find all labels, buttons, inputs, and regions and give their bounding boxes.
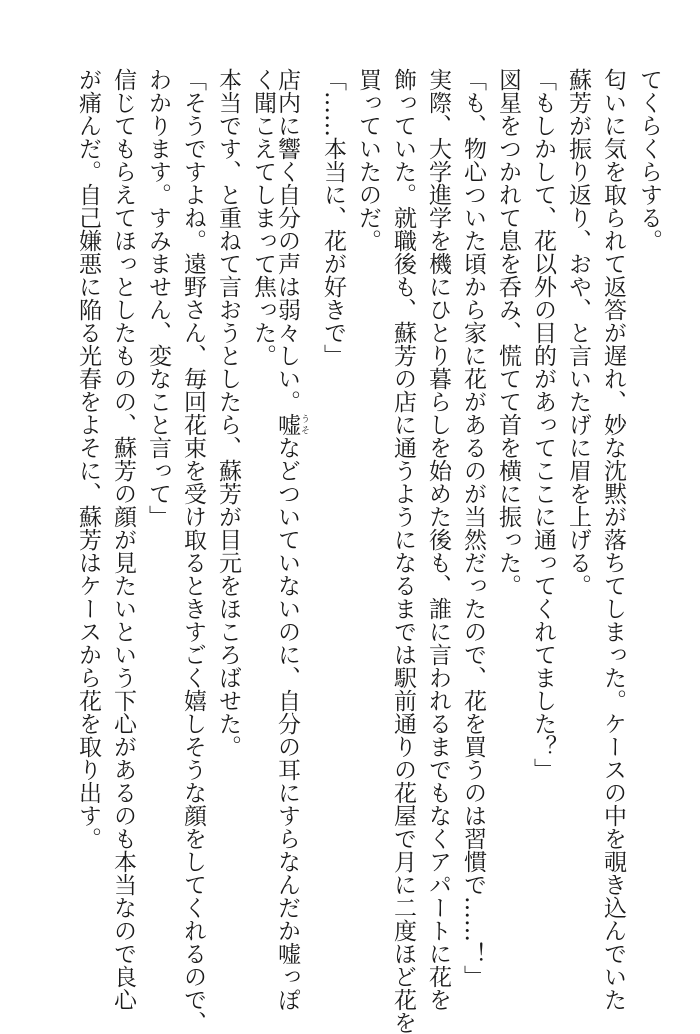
text-line-1: てくらくらする。 [636, 68, 662, 252]
text-line-7: 実際、大学進学を機にひとり暮らしを始めた後も、誰に言われるまでもなくアパートに花を [425, 68, 451, 1011]
text-line-4: 「もしかして、花以外の目的があってここに通ってくれてました？」 [530, 68, 556, 781]
text-line-8: 飾っていた。就職後も、蘇芳の店に通うようになるまでは駅前通りの花屋で月に二度ほど花を [390, 68, 416, 1034]
text-line-14: 「そうですよね。遠野さん、毎回花束を受け取るときすごく嬉しそうな顔をしてくれるので、 [180, 68, 206, 1034]
ruby-base: 嘘 [274, 413, 300, 436]
text-line-2: 匂いに気を取られて返答が遅れ、妙な沈黙が落ちてしまった。ケースの中を覗き込んでいた [600, 68, 626, 1011]
text-line-15: わかります。すみません、変なこと言って」 [145, 68, 171, 528]
text-line-11 [275, 68, 309, 1011]
text-line-10: 「……本当に、花が好きで」 [320, 68, 346, 367]
text-line-5: 図星をつかれて息を呑み、慌てて首を横に振った。 [495, 68, 521, 597]
text-line-3: 蘇芳が振り返り、おや、と言いたげに眉を上げる。 [565, 68, 591, 597]
ruby-uso [274, 413, 309, 436]
text-line-9: 買っていたのだ。 [355, 68, 381, 252]
text-line-11-after: などついていないのに、自分の耳にすらなんだか嘘っぽ [274, 436, 300, 1011]
text-line-11-before: 店内に響く自分の声は弱々しい。 [274, 68, 300, 413]
text-line-12: く聞こえてしまって焦った。 [250, 68, 276, 367]
text-line-6: 「も、物心ついた頃から家に花があるのが当然だったので、花を買うのは習慣で……！」 [460, 68, 486, 988]
text-line-16: 信じてもらえてほっとしたものの、蘇芳の顔が見たいという下心があるのも本当なので良心 [110, 68, 136, 1011]
ruby-reading: うそ [299, 413, 309, 436]
text-line-13: 本当です、と重ねて言おうとしたら、蘇芳が目元をほころばせた。 [215, 68, 241, 758]
text-line-17: が痛んだ。自己嫌悪に陥る光春をよそに、蘇芳はケースから花を取り出す。 [75, 68, 101, 850]
